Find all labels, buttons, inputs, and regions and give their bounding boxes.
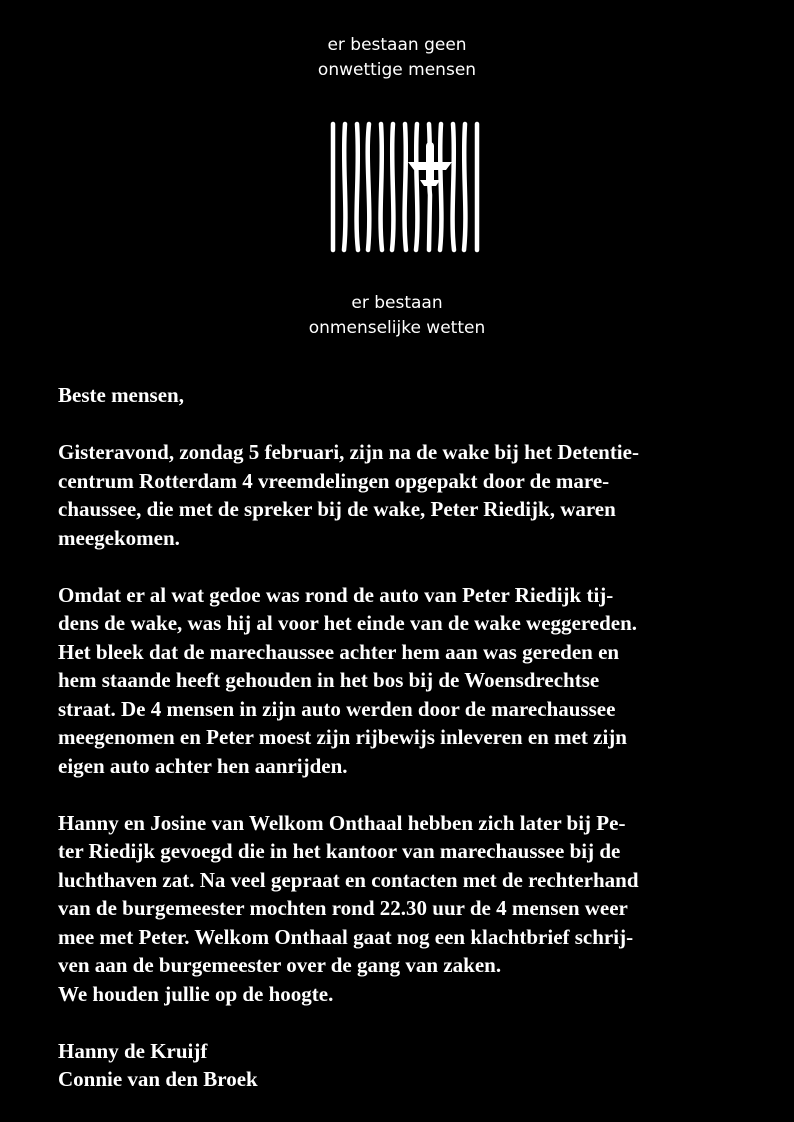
signature-name: Hanny de Kruijf — [58, 1038, 208, 1063]
prison-bars-airplane-icon — [328, 120, 484, 254]
paragraph-line: hem staande heeft gehouden in het bos bij de Woensdrechtse — [58, 668, 600, 692]
paragraph-line: centrum Rotterdam 4 vreemdelingen opgepakt door de mare- — [58, 468, 610, 493]
paragraph-line: eigen auto achter hen aanrijden. — [58, 753, 348, 778]
paragraph-line: meegenomen en Peter moest zijn rijbewijs inleveren en met zijn — [58, 725, 627, 749]
greeting-text: Beste mensen, — [58, 383, 184, 407]
paragraph-line: mee met Peter. Welkom Onthaal gaat nog een klachtbrief schrij- — [58, 924, 634, 949]
paragraph-line: van de burgemeester mochten rond 22.30 uur de 4 mensen weer — [58, 896, 628, 920]
greeting — [58, 381, 748, 410]
paragraph-line: ter Riedijk gevoegd die in het kantoor van marechaussee bij de — [58, 839, 621, 863]
tagline-top — [0, 33, 794, 83]
paragraph-line: chaussee, die met de spreker bij de wake, Peter Riedijk, waren — [58, 497, 616, 521]
letter-body — [58, 381, 748, 1122]
paragraph-line: dens de wake, was hij al voor het einde van de wake weggereden. — [58, 611, 638, 635]
signatures — [58, 1037, 748, 1094]
paragraph-line: We houden jullie op de hoogte. — [58, 981, 334, 1006]
paragraph-3 — [58, 809, 748, 1009]
tagline-bottom — [0, 291, 794, 341]
paragraph-2 — [58, 581, 748, 781]
paragraph-line: luchthaven zat. Na veel gepraat en contacten met de rechterhand — [58, 867, 639, 892]
paragraph-line: meegekomen. — [58, 525, 180, 550]
tagline-bottom-line-2: onmenselijke wetten — [308, 318, 486, 338]
signature-name: Connie van den Broek — [58, 1067, 258, 1091]
paragraph-line: Het bleek dat de marechaussee achter hem aan was gereden en — [58, 639, 620, 664]
paragraph-line: Hanny en Josine van Welkom Onthaal hebben zich later bij Pe- — [58, 810, 626, 835]
paragraph-line: Gisteravond, zondag 5 februari, zijn na de wake bij het Detentie- — [58, 440, 639, 464]
tagline-top-line-2: onwettige mensen — [317, 60, 477, 80]
paragraph-line: straat. De 4 mensen in zijn auto werden door de marechaussee — [58, 696, 616, 721]
paragraph-line: ven aan de burgemeester over de gang van zaken. — [58, 953, 502, 977]
tagline-bottom-line-1: er bestaan — [351, 293, 443, 313]
paragraph-line: Omdat er al wat gedoe was rond de auto van Peter Riedijk tij- — [58, 582, 614, 607]
paragraph-1 — [58, 438, 748, 552]
tagline-top-line-1: er bestaan geen — [327, 35, 467, 55]
